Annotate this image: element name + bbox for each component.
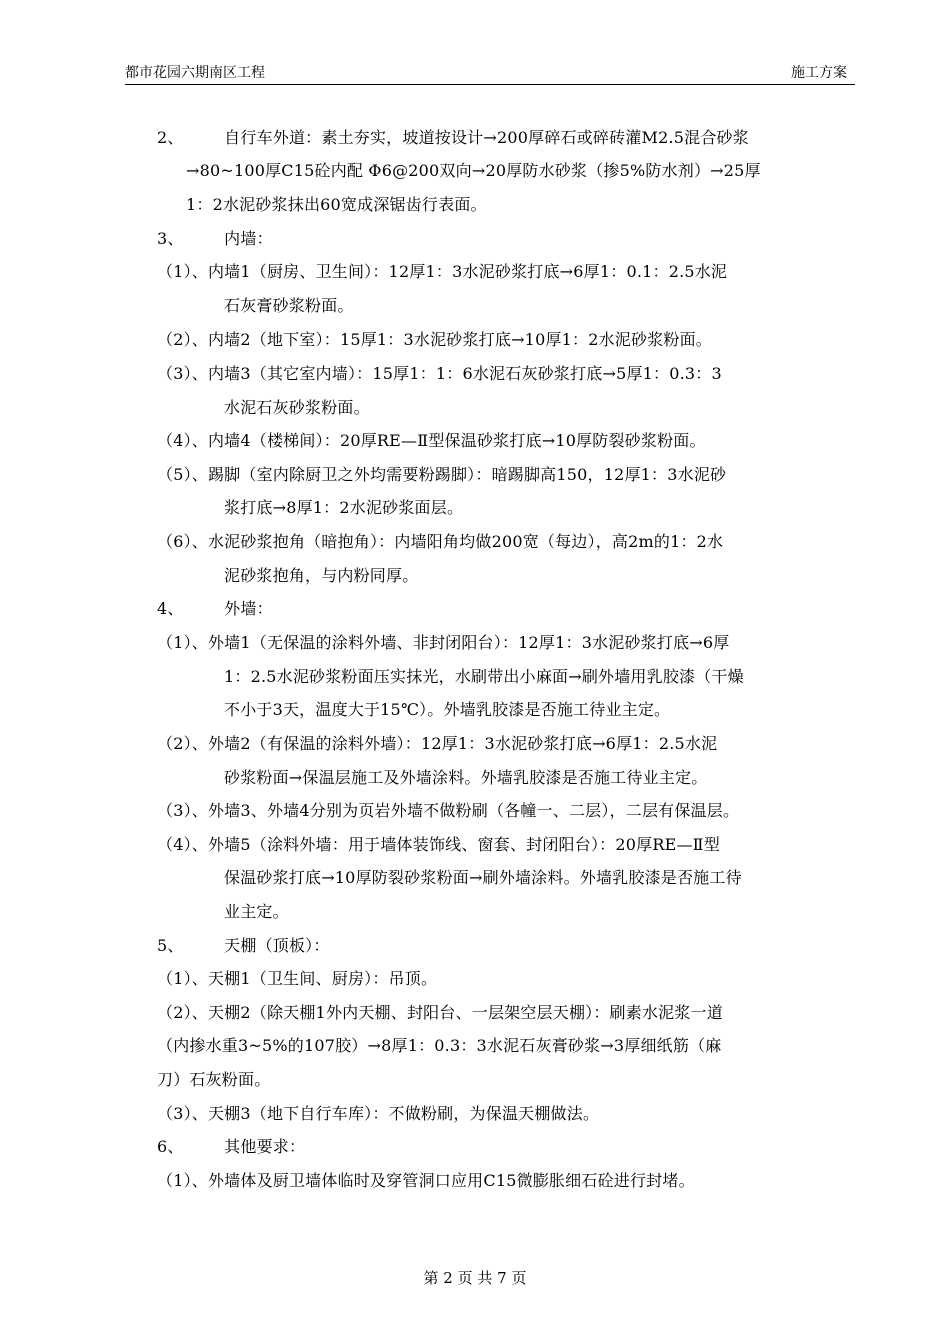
text-line: （2）、外墙2（有保温的涂料外墙）：12厚1：3水泥砂浆打底→6厚1：2.5水泥 bbox=[157, 734, 718, 753]
text-line: （4）、内墙4（楼梯间）：20厚RE—Ⅱ型保温砂浆打底→10厚防裂砂浆粉面。 bbox=[157, 431, 706, 450]
text-line: 石灰膏砂浆粉面。 bbox=[224, 296, 354, 315]
text-line: 3、 内墙： bbox=[157, 229, 273, 248]
text-line: 浆打底→8厚1：2水泥砂浆面层。 bbox=[224, 498, 464, 517]
text-line: 4、 外墙： bbox=[157, 599, 273, 618]
text-line: （5）、踢脚（室内除厨卫之外均需要粉踢脚）：暗踢脚高150，12厚1：3水泥砂 bbox=[157, 465, 727, 484]
text-line: （内掺水重3~5%的107胶）→8厚1：0.3：3水泥石灰膏砂浆→3厚细纸筋（麻 bbox=[157, 1036, 722, 1055]
project-name: 都市花园六期南区工程 bbox=[125, 65, 265, 81]
text-line: →80~100厚C15砼内配 Φ6@200双向→20厚防水砂浆（掺5%防水剂）→25厚 bbox=[186, 161, 761, 180]
text-line: 6、 其他要求： bbox=[157, 1137, 306, 1156]
text-line: 业主定。 bbox=[224, 902, 289, 921]
text-line: 水泥石灰砂浆粉面。 bbox=[224, 398, 370, 417]
text-line: 1：2水泥砂浆抹出60宽成深锯齿行表面。 bbox=[186, 195, 487, 214]
text-line: 不小于3天，温度大于15℃）。外墙乳胶漆是否施工待业主定。 bbox=[224, 700, 671, 719]
text-line: （2）、内墙2（地下室）：15厚1：3水泥砂浆打底→10厚1：2水泥砂浆粉面。 bbox=[157, 330, 713, 349]
text-line: （1）、内墙1（厨房、卫生间）：12厚1：3水泥砂浆打底→6厚1：0.1：2.5水泥 bbox=[157, 262, 728, 281]
text-line: 5、 天棚（顶板）： bbox=[157, 936, 330, 955]
text-line: （1）、天棚1（卫生间、厨房）：吊顶。 bbox=[157, 969, 438, 988]
text-line: （4）、外墙5（涂料外墙：用于墙体装饰线、窗套、封闭阳台）：20厚RE—Ⅱ型 bbox=[157, 835, 720, 854]
text-line: 刀）石灰粉面。 bbox=[157, 1070, 271, 1089]
text-line: （2）、天棚2（除天棚1外内天棚、封阳台、一层架空层天棚）：刷素水泥浆一道 bbox=[157, 1003, 723, 1022]
text-line: （3）、天棚3（地下自行车库）：不做粉刷，为保温天棚做法。 bbox=[157, 1104, 600, 1123]
text-line: （3）、内墙3（其它室内墙）：15厚1：1：6水泥石灰砂浆打底→5厚1：0.3：3 bbox=[157, 364, 722, 383]
text-line: 2、 自行车外道：素土夯实，坡道按设计→200厚碎石或碎砖灌M2.5混合砂浆 bbox=[157, 128, 749, 147]
text-line: 保温砂浆打底→10厚防裂砂浆粉面→刷外墙涂料。外墙乳胶漆是否施工待 bbox=[224, 868, 742, 887]
text-line: 砂浆粉面→保温层施工及外墙涂料。外墙乳胶漆是否施工待业主定。 bbox=[224, 768, 708, 787]
text-line: （3）、外墙3、外墙4分别为页岩外墙不做粉刷（各幢一、二层），二层有保温层。 bbox=[157, 801, 740, 820]
text-line: 泥砂浆抱角，与内粉同厚。 bbox=[224, 566, 419, 585]
document-type: 施工方案 bbox=[791, 65, 847, 81]
text-line: 1：2.5水泥砂浆粉面压实抹光，水刷带出小麻面→刷外墙用乳胶漆（干燥 bbox=[224, 667, 744, 686]
text-line: （1）、外墙体及厨卫墙体临时及穿管洞口应用C15微膨胀细石砼进行封堵。 bbox=[157, 1171, 695, 1190]
page-header bbox=[125, 58, 855, 85]
page-number: 第 2 页 共 7 页 bbox=[423, 1269, 527, 1287]
text-line: （1）、外墙1（无保温的涂料外墙、非封闭阳台）：12厚1：3水泥砂浆打底→6厚 bbox=[157, 633, 730, 652]
text-line: （6）、水泥砂浆抱角（暗抱角）：内墙阳角均做200宽（每边），高2m的1：2水 bbox=[157, 532, 724, 551]
